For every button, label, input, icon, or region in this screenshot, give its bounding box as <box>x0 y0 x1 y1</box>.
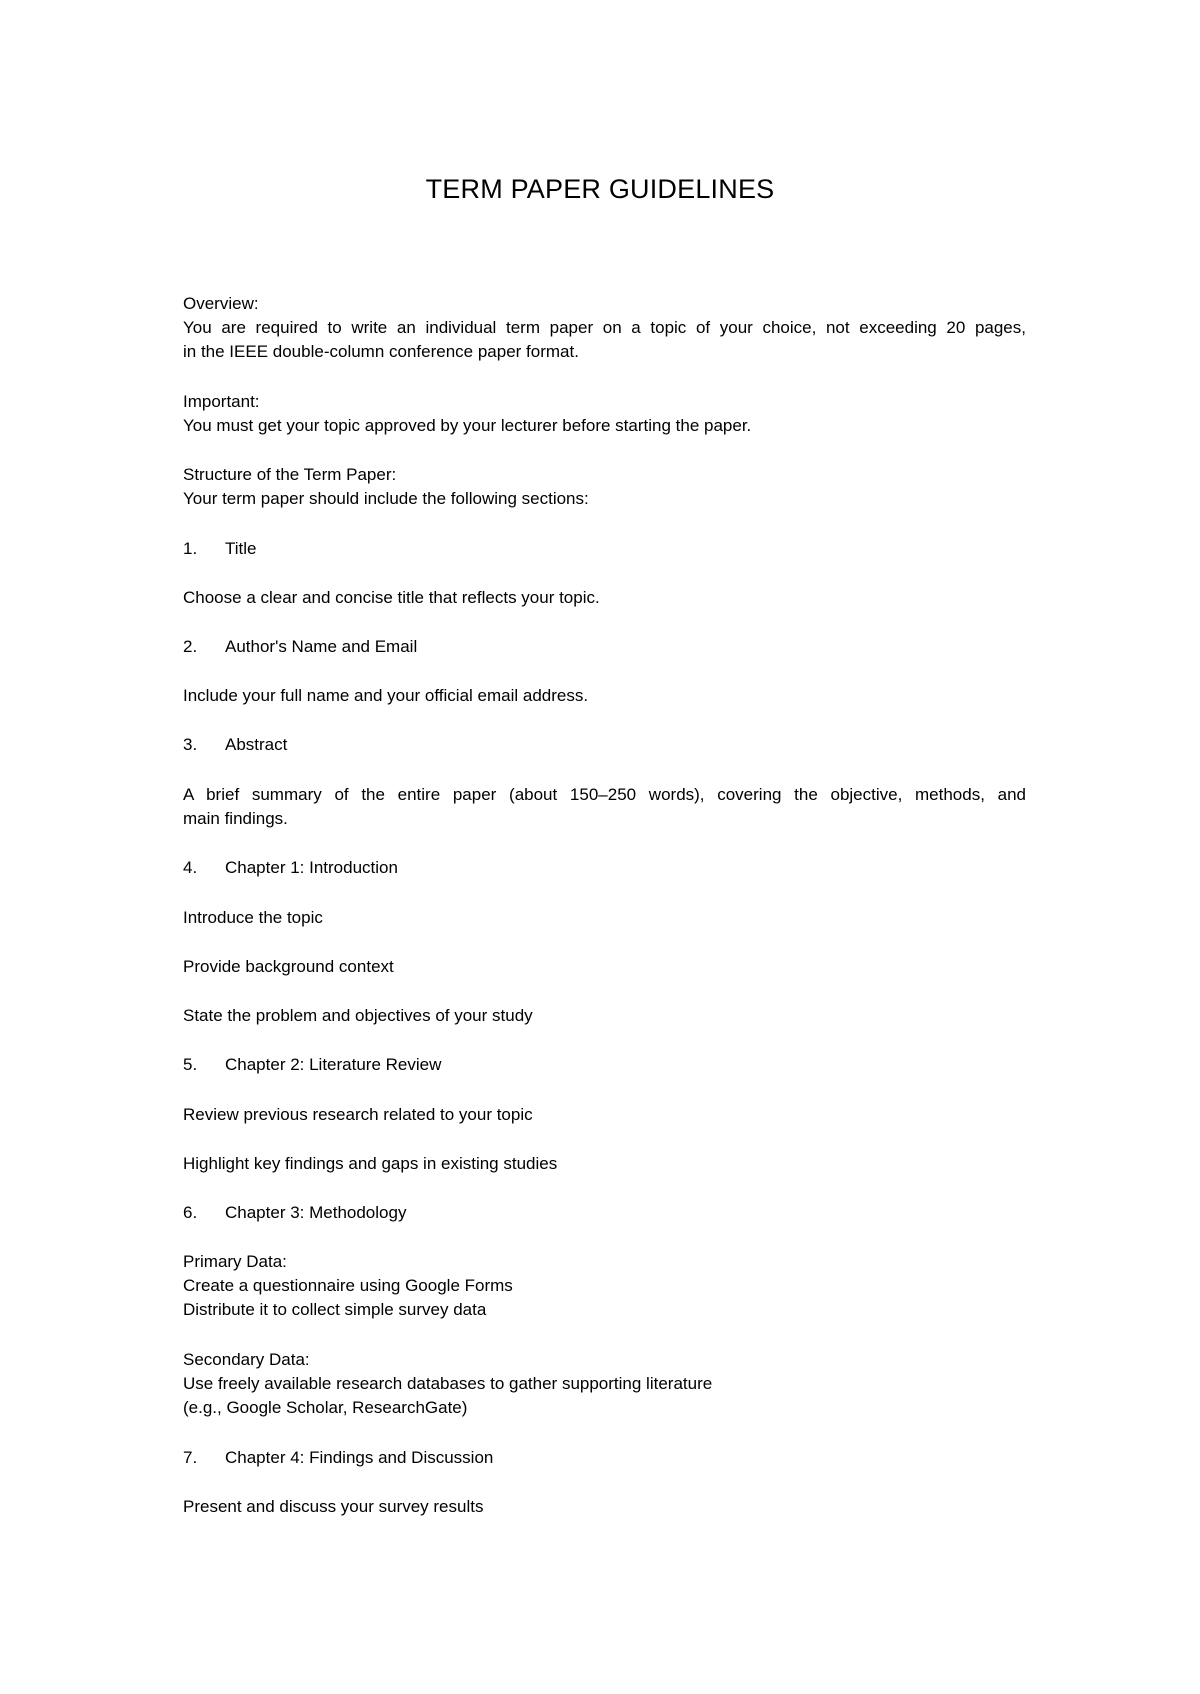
section-text: Present and discuss your survey results <box>183 1497 484 1516</box>
important-text: You must get your topic approved by your lecturer before starting the paper. <box>183 416 752 435</box>
section-title: Chapter 4: Findings and Discussion <box>225 1448 494 1467</box>
section-title: Title <box>225 539 257 558</box>
primary-data-line-2: Distribute it to collect simple survey data <box>183 1300 487 1319</box>
section-number: 1. <box>183 539 198 558</box>
section-text: State the problem and objectives of your study <box>183 1006 533 1025</box>
important-heading: Important: <box>183 392 260 411</box>
section-title: Chapter 2: Literature Review <box>225 1055 442 1074</box>
section-text: A brief summary of the entire paper (about 150–250 words), covering the objective, methods, and <box>183 785 1026 804</box>
section-text: Provide background context <box>183 957 394 976</box>
section-number: 7. <box>183 1448 198 1467</box>
section-number: 4. <box>183 858 198 877</box>
overview-line-1: You are required to write an individual term paper on a topic of your choice, not exceeding 20 pages, <box>183 318 1026 337</box>
section-text: Highlight key findings and gaps in existing studies <box>183 1154 558 1173</box>
section-heading-methodology <box>183 1201 406 1225</box>
section-heading-introduction <box>183 856 398 880</box>
secondary-data-line-1: Use freely available research databases to gather supporting literature <box>183 1374 713 1393</box>
section-title: Chapter 3: Methodology <box>225 1203 407 1222</box>
section-heading-abstract <box>183 733 287 757</box>
section-number: 2. <box>183 637 198 656</box>
section-heading-findings <box>183 1446 493 1470</box>
section-title: Author's Name and Email <box>225 637 418 656</box>
secondary-data-line-2: (e.g., Google Scholar, ResearchGate) <box>183 1398 468 1417</box>
section-number: 5. <box>183 1055 198 1074</box>
section-number: 3. <box>183 735 198 754</box>
section-text: Introduce the topic <box>183 908 323 927</box>
primary-data-line-1: Create a questionnaire using Google Forms <box>183 1276 513 1295</box>
structure-intro: Your term paper should include the following sections: <box>183 489 589 508</box>
page-title: TERM PAPER GUIDELINES <box>425 174 775 204</box>
section-heading-title <box>183 537 257 561</box>
section-text: Choose a clear and concise title that reflects your topic. <box>183 588 600 607</box>
overview-heading: Overview: <box>183 294 259 313</box>
section-heading-literature-review <box>183 1053 441 1077</box>
primary-data-heading: Primary Data: <box>183 1252 287 1271</box>
section-heading-author <box>183 635 417 659</box>
section-text: Include your full name and your official email address. <box>183 686 589 705</box>
section-text: main findings. <box>183 809 288 828</box>
section-number: 6. <box>183 1203 198 1222</box>
section-text: Review previous research related to your topic <box>183 1105 533 1124</box>
section-title: Abstract <box>225 735 288 754</box>
section-title: Chapter 1: Introduction <box>225 858 398 877</box>
overview-line-2: in the IEEE double-column conference paper format. <box>183 342 579 361</box>
secondary-data-heading: Secondary Data: <box>183 1350 310 1369</box>
structure-heading: Structure of the Term Paper: <box>183 465 397 484</box>
